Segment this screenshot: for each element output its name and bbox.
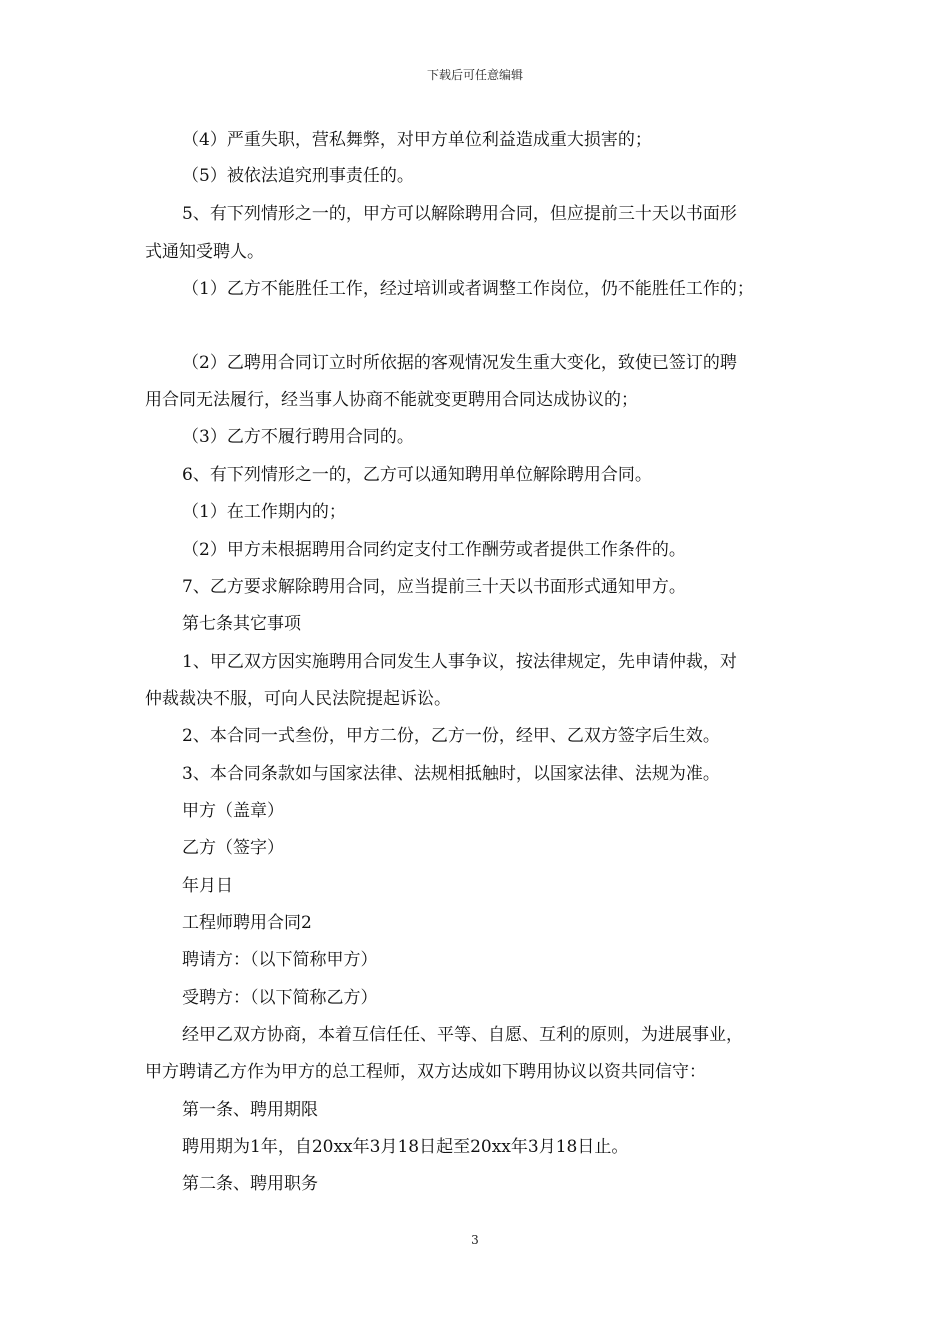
signature-party-a: 甲方（盖章） [182, 801, 284, 821]
section-heading: 第七条其它事项 [182, 614, 301, 634]
paragraph-line: 用合同无法履行，经当事人协商不能就变更聘用合同达成协议的； [145, 390, 638, 410]
paragraph-line: 1、甲乙双方因实施聘用合同发生人事争议，按法律规定，先申请仲裁，对 [182, 652, 737, 672]
paragraph-line: 6、有下列情形之一的，乙方可以通知聘用单位解除聘用合同。 [182, 465, 652, 485]
paragraph-line: 仲裁裁决不服，可向人民法院提起诉讼。 [145, 689, 451, 709]
signature-party-b: 乙方（签字） [182, 838, 284, 858]
paragraph-line: （2）乙聘用合同订立时所依据的客观情况发生重大变化，致使已签订的聘 [182, 353, 737, 373]
paragraph-line: 聘请方：（以下简称甲方） [182, 950, 378, 970]
paragraph-line: （1）乙方不能胜任工作，经过培训或者调整工作岗位，仍不能胜任工作的； [182, 279, 754, 299]
paragraph-line: 甲方聘请乙方作为甲方的总工程师，双方达成如下聘用协议以资共同信守： [145, 1062, 706, 1082]
signature-date: 年月日 [182, 876, 233, 896]
section-heading: 第一条、聘用期限 [182, 1100, 318, 1120]
paragraph-line: （2）甲方未根据聘用合同约定支付工作酬劳或者提供工作条件的。 [182, 540, 686, 560]
page-number: 3 [471, 1233, 479, 1247]
paragraph-line: （1）在工作期内的； [182, 502, 346, 522]
paragraph-line: （3）乙方不履行聘用合同的。 [182, 427, 414, 447]
section-heading: 第二条、聘用职务 [182, 1174, 318, 1194]
paragraph-line: 7、乙方要求解除聘用合同，应当提前三十天以书面形式通知甲方。 [182, 577, 686, 597]
paragraph-line: （5）被依法追究刑事责任的。 [182, 166, 414, 186]
paragraph-line: 3、本合同条款如与国家法律、法规相抵触时，以国家法律、法规为准。 [182, 764, 720, 784]
paragraph-line: 经甲乙双方协商，本着互信任任、平等、自愿、互利的原则，为进展事业， [182, 1025, 743, 1045]
page-header: 下载后可任意编辑 [426, 68, 523, 82]
paragraph-line: 5、有下列情形之一的，甲方可以解除聘用合同，但应提前三十天以书面形 [182, 204, 737, 224]
paragraph-line: 式通知受聘人。 [145, 242, 264, 262]
paragraph-line: 受聘方：（以下简称乙方） [182, 988, 378, 1008]
paragraph-line: 2、本合同一式叁份，甲方二份，乙方一份，经甲、乙双方签字后生效。 [182, 726, 720, 746]
contract-title: 工程师聘用合同2 [182, 913, 312, 933]
paragraph-line: 聘用期为1年，自20xx年3月18日起至20xx年3月18日止。 [182, 1137, 629, 1157]
paragraph-line: （4）严重失职，营私舞弊，对甲方单位利益造成重大损害的； [182, 130, 652, 150]
